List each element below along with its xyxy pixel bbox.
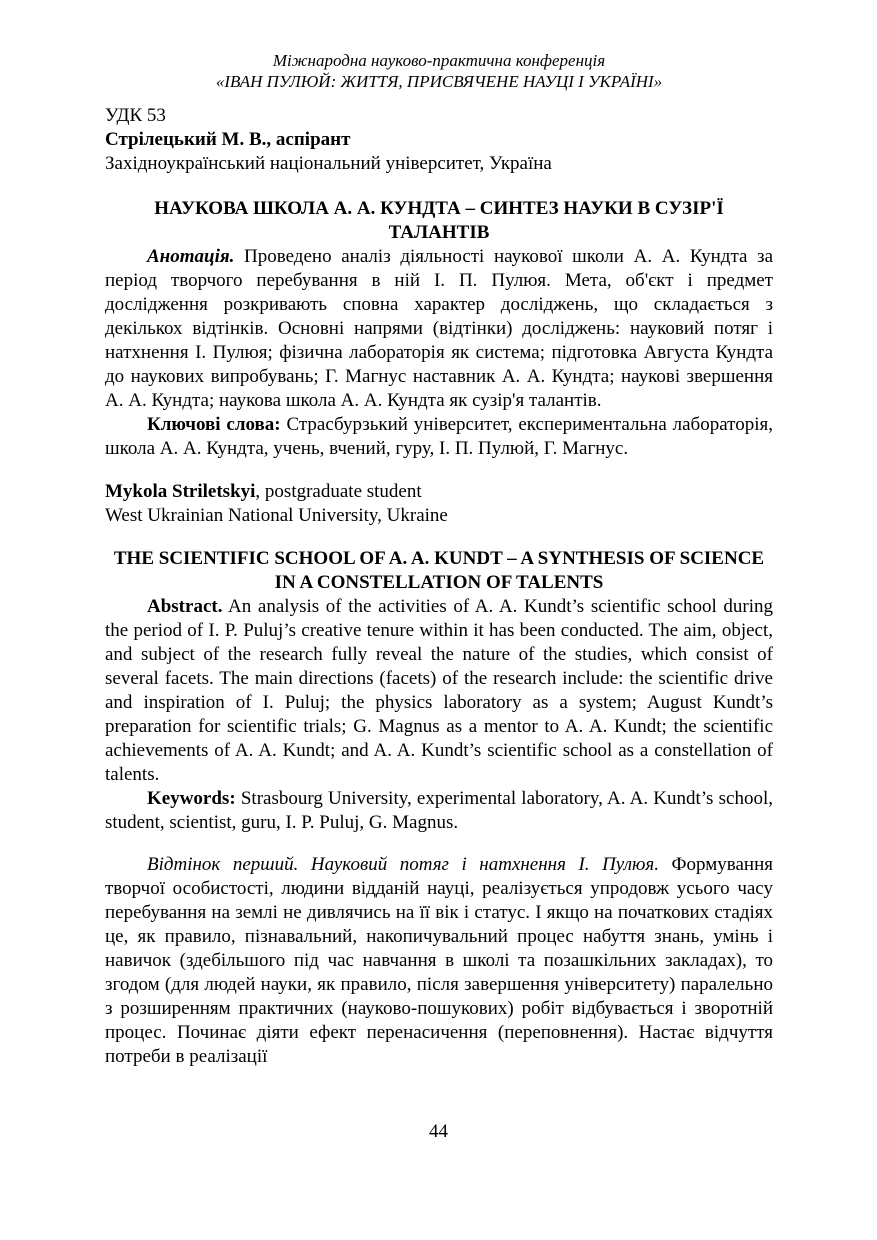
abstract-ua bbox=[105, 245, 773, 413]
conference-name: Міжнародна науково-практична конференція bbox=[272, 51, 606, 70]
keywords-en-label: Keywords: bbox=[147, 788, 236, 809]
author-affiliation-en: West Ukrainian National University, Ukraine bbox=[105, 505, 448, 526]
spacer bbox=[105, 176, 773, 197]
article-title-en: THE SCIENTIFIC SCHOOL OF A. A. KUNDT – A SYNTHESIS OF SCIENCE IN A CONSTELLATION OF TALENTS bbox=[113, 548, 765, 593]
abstract-ua-text: Проведено аналіз діяльності наукової школи А. А. Кундта за період творчого перебування в ній І. П. Пулюя. Мета, об'єкт і предмет дослідження розкривають сповна характер досліджень, що складається з декількох відтінків. Основні напрями (відтінки) досліджень: науковий потяг і натхнення І. Пулюя; фізична лабораторія як система; підготовка Августа Кундта до наукових випробувань; Г. Магнус наставник А. А. Кундта; наукові звершення А. А. Кундта; наукова школа А. А. Кундта як сузір'я талантів. bbox=[105, 246, 773, 411]
keywords-ua bbox=[105, 413, 773, 461]
spacer bbox=[105, 461, 773, 480]
udk-code: УДК 53 bbox=[105, 105, 166, 126]
keywords-en-text: Strasbourg University, experimental laboratory, A. A. Kundt’s school, student, scientist, guru, I. P. Puluj, G. Magnus. bbox=[105, 788, 773, 833]
section-title: Відтінок перший. Науковий потяг і натхнення І. Пулюя. bbox=[147, 854, 659, 875]
conference-title: «ІВАН ПУЛЮЙ: ЖИТТЯ, ПРИСВЯЧЕНЕ НАУЦІ І УКРАЇНІ» bbox=[215, 72, 663, 91]
page-number: 44 bbox=[429, 1121, 448, 1142]
article-title-ua: НАУКОВА ШКОЛА А. А. КУНДТА – СИНТЕЗ НАУКИ В СУЗІР'Ї ТАЛАНТІВ bbox=[154, 198, 724, 243]
abstract-en bbox=[105, 595, 773, 787]
author-affiliation-ua: Західноукраїнський національний університет, Україна bbox=[105, 153, 552, 174]
author-role-en: , postgraduate student bbox=[255, 481, 422, 502]
author-en bbox=[105, 480, 773, 504]
article-content bbox=[105, 104, 773, 1069]
author-name-ua: Стрілецький М. В., аспірант bbox=[105, 129, 351, 150]
spacer bbox=[105, 835, 773, 853]
abstract-en-text: An analysis of the activities of A. A. Kundt’s scientific school during the period of I. P. Puluj’s creative tenure within it has been conducted. The aim, object, and subject of the research fully reveal the nature of the studies, which consist of several facets. The main directions (facets) of the research include: the scientific drive and inspiration of I. Puluj; the physics laboratory as a system; August Kundt’s preparation for scientific trials; G. Magnus as a mentor to A. A. Kundt; the scientific achievements of A. A. Kundt; and A. A. Kundt’s scientific school as a constellation of talents. bbox=[105, 596, 773, 785]
body-paragraph bbox=[105, 853, 773, 1069]
spacer bbox=[105, 528, 773, 547]
running-header bbox=[105, 50, 773, 92]
keywords-ua-label: Ключові слова: bbox=[147, 414, 281, 435]
author-name-en: Mykola Striletskyi bbox=[105, 481, 256, 502]
body-text: Формування творчої особистості, людини відданій науці, реалізується упродовж усього часу перебування на землі не дивлячись на її вік і статус. І якщо на початкових стадіях це, як правило, пізнавальний, накопичувальний процес набуття знань, умінь і навичок (здебільшого під час навчання в школі та позашкільних закладах), то згодом (для людей науки, як правило, після завершення університету) паралельно з розширенням практичних (науково-пошукових) робіт відбувається і зворотній процес. Починає діяти ефект перенасичення (переповнення). Настає відчуття потреби в реалізації bbox=[105, 854, 773, 1067]
keywords-ua-text: Страсбурзький університет, експериментальна лабораторія, школа А. А. Кундта, учень, вчений, гуру, І. П. Пулюй, Г. Магнус. bbox=[105, 414, 773, 459]
abstract-ua-label: Анотація. bbox=[147, 246, 235, 267]
keywords-en bbox=[105, 787, 773, 835]
abstract-en-label: Abstract. bbox=[147, 596, 223, 617]
